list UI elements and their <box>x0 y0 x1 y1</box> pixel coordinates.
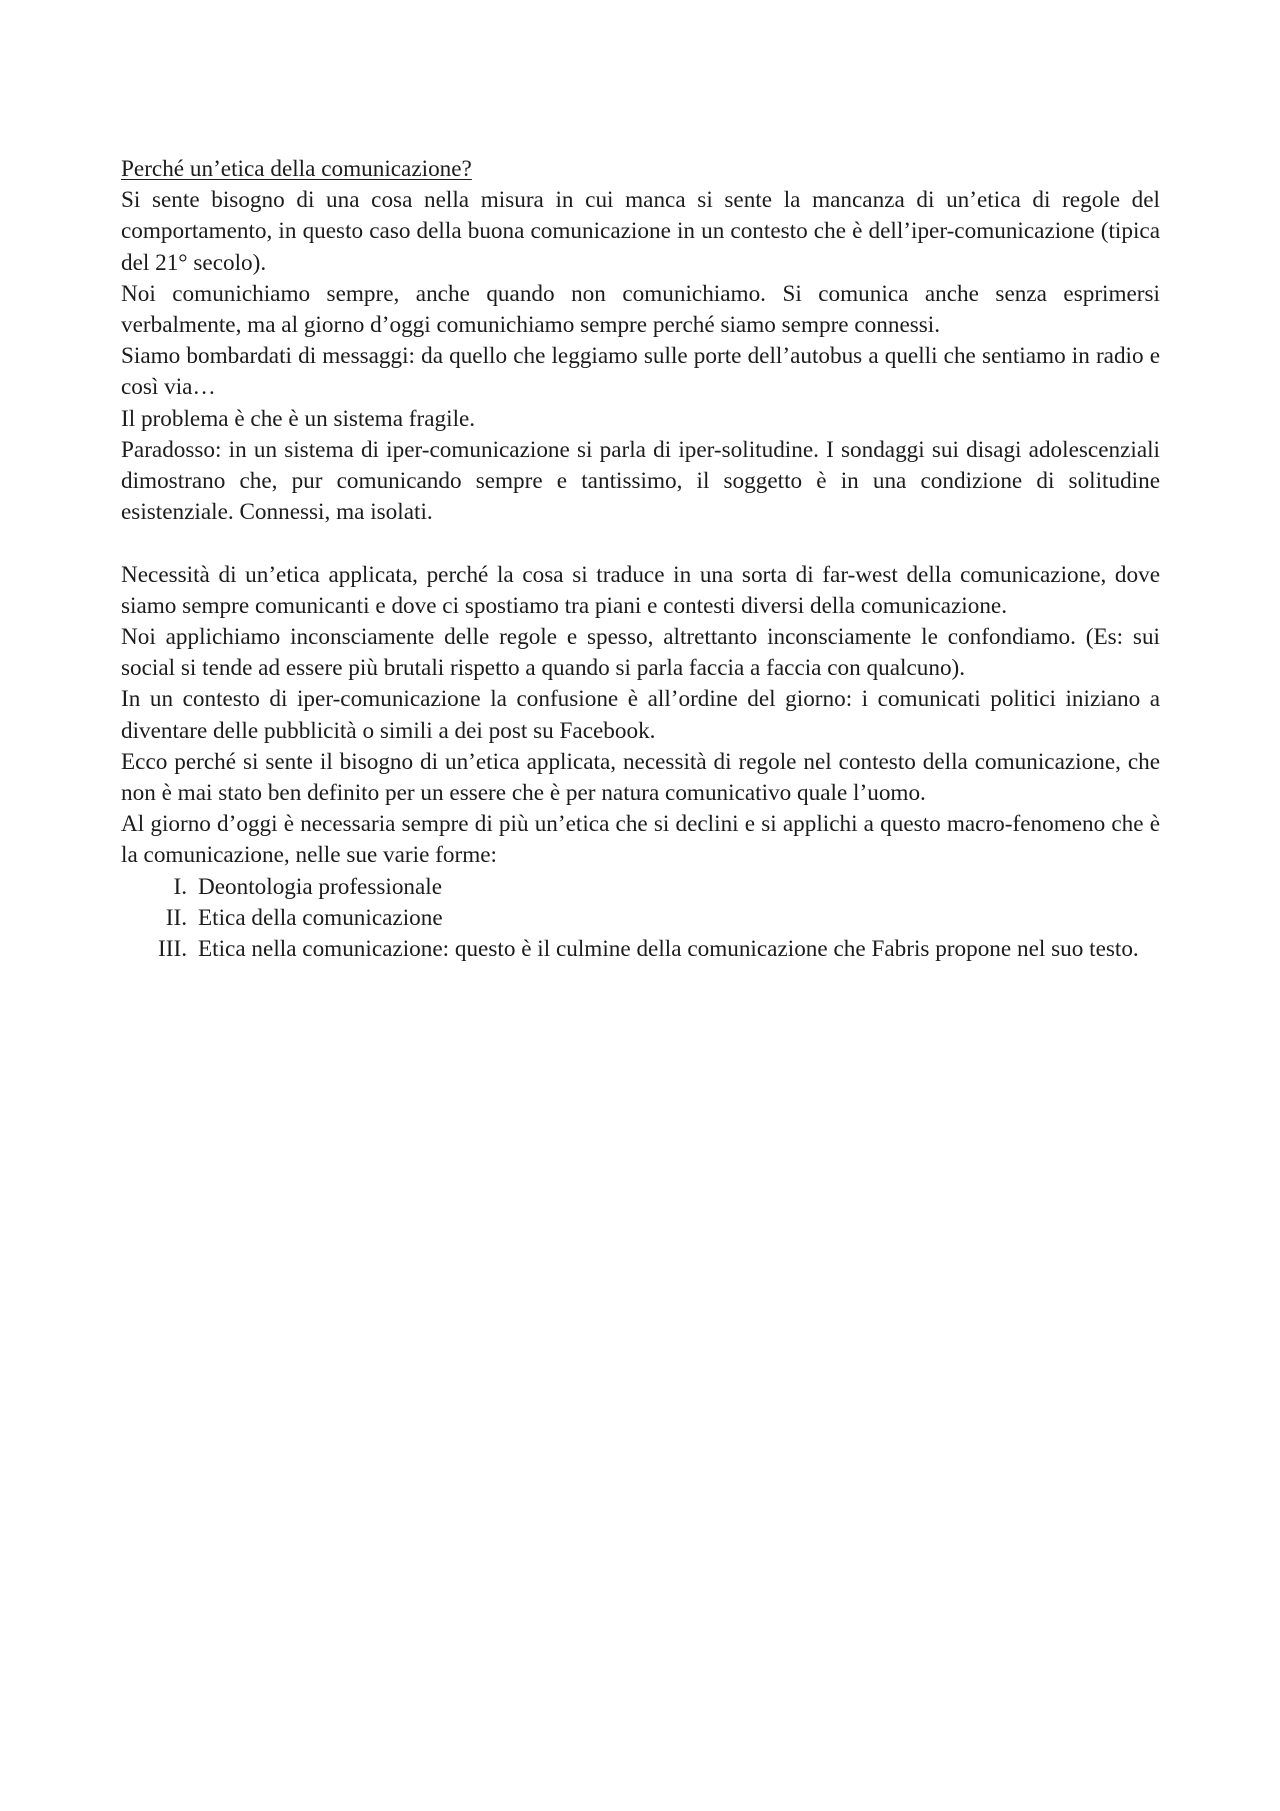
list-item-text: Deontologia professionale <box>198 873 443 900</box>
list-item-text: Etica della comunicazione <box>198 904 443 931</box>
paragraph: Ecco perché si sente il bisogno di un’etica applicata, necessità di regole nel contesto della comunicazione, che non è mai stato ben definito per un essere che è per natura comunicativo quale l’uomo. <box>121 748 1160 807</box>
document-body <box>121 154 1160 965</box>
document-title: Perché un’etica della comunicazione? <box>121 156 472 182</box>
list-item-number: II. <box>165 904 187 931</box>
list-item-text: Etica nella comunicazione: questo è il culmine della comunicazione che Fabris propone nel suo testo. <box>198 936 1139 963</box>
list-item <box>121 934 1160 965</box>
paragraph: Al giorno d’oggi è necessaria sempre di più un’etica che si declini e si applichi a questo macro-fenomeno che è la comunicazione, nelle sue varie forme: <box>121 811 1160 869</box>
paragraph: In un contesto di iper-comunicazione la confusione è all’ordine del giorno: i comunicati politici iniziano a diventare delle pubblicità o simili a dei post su Facebook. <box>121 686 1160 744</box>
list-item <box>121 903 1160 934</box>
paragraph: Siamo bombardati di messaggi: da quello che leggiamo sulle porte dell’autobus a quelli che sentiamo in radio e così via… <box>121 343 1160 401</box>
list-item <box>121 872 1160 903</box>
paragraph: Necessità di un’etica applicata, perché la cosa si traduce in una sorta di far-west della comunicazione, dove siamo sempre comunicanti e dove ci spostiamo tra piani e contesti diversi della comunicazione. <box>121 561 1160 619</box>
paragraph-spacer <box>121 528 1160 559</box>
paragraph: Si sente bisogno di una cosa nella misura in cui manca si sente la mancanza di un’etica di regole del comportamento, in questo caso della buona comunicazione in un contesto che è dell’iper-comunicazione (tipica del 21° secolo). <box>121 187 1160 276</box>
list-item-number: III. <box>158 936 187 963</box>
paragraph: Il problema è che è un sistema fragile. <box>121 405 476 432</box>
list-item-number: I. <box>173 873 187 900</box>
paragraph: Paradosso: in un sistema di iper-comunicazione si parla di iper-solitudine. I sondaggi sui disagi adolescenziali dimostrano che, pur comunicando sempre e tantissimo, il soggetto è in una condizione di solitudine esistenziale. Connessi, ma isolati. <box>121 436 1160 526</box>
paragraph: Noi applichiamo inconsciamente delle regole e spesso, altrettanto inconsciamente le confondiamo. (Es: sui social si tende ad essere più brutali rispetto a quando si parla faccia a faccia con qualcuno). <box>121 624 1160 682</box>
paragraph: Noi comunichiamo sempre, anche quando non comunichiamo. Si comunica anche senza esprimersi verbalmente, ma al giorno d’oggi comunichiamo sempre perché siamo sempre connessi. <box>121 280 1160 339</box>
forms-list <box>121 872 1160 966</box>
